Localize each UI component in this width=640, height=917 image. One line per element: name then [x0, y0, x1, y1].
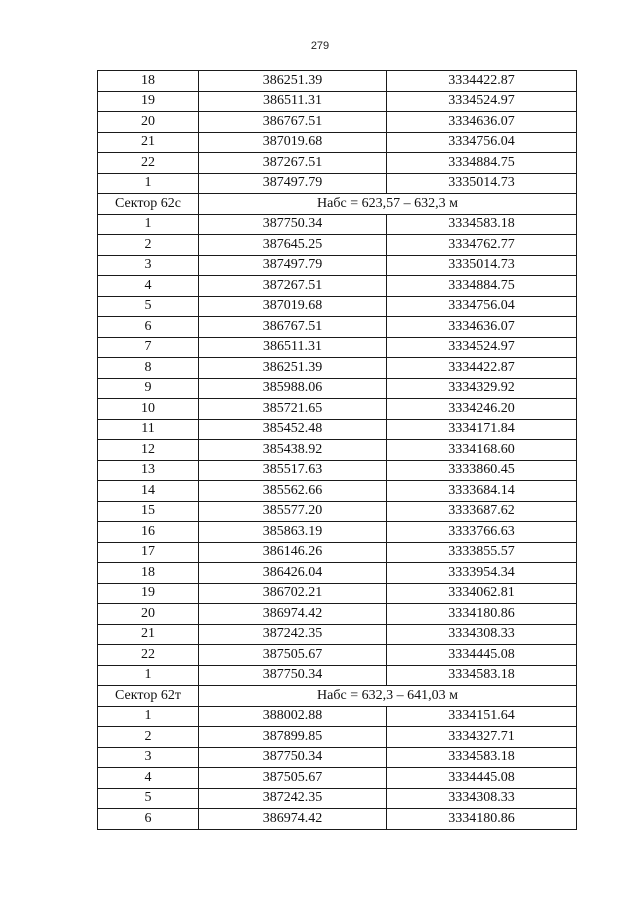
point-number: 19 [98, 91, 199, 112]
coordinate-x: 388002.88 [199, 706, 387, 727]
table-row [98, 296, 577, 317]
point-number: 22 [98, 153, 199, 174]
coordinate-y: 3334246.20 [387, 399, 577, 420]
point-number: 17 [98, 542, 199, 563]
point-number: 5 [98, 788, 199, 809]
coordinate-y: 3334171.84 [387, 419, 577, 440]
point-number: 18 [98, 71, 199, 92]
point-number: 21 [98, 624, 199, 645]
section-height-range: Набс = 623,57 – 632,3 м [199, 194, 577, 215]
point-number: 2 [98, 727, 199, 748]
table-row [98, 358, 577, 379]
point-number: 18 [98, 563, 199, 584]
coordinate-x: 385863.19 [199, 522, 387, 543]
coordinate-y: 3334445.08 [387, 645, 577, 666]
table-row [98, 132, 577, 153]
section-name: Сектор 62с [98, 194, 199, 215]
point-number: 1 [98, 665, 199, 686]
coordinate-x: 386974.42 [199, 809, 387, 830]
point-number: 4 [98, 276, 199, 297]
table-row [98, 563, 577, 584]
point-number: 6 [98, 809, 199, 830]
coordinate-y: 3334524.97 [387, 91, 577, 112]
point-number: 3 [98, 255, 199, 276]
coordinate-x: 385452.48 [199, 419, 387, 440]
coordinate-x: 385577.20 [199, 501, 387, 522]
point-number: 4 [98, 768, 199, 789]
point-number: 7 [98, 337, 199, 358]
point-number: 1 [98, 214, 199, 235]
table-row [98, 522, 577, 543]
coordinate-y: 3334524.97 [387, 337, 577, 358]
coordinate-y: 3334445.08 [387, 768, 577, 789]
coordinate-x: 386767.51 [199, 317, 387, 338]
coordinate-x: 387899.85 [199, 727, 387, 748]
point-number: 13 [98, 460, 199, 481]
table-row [98, 71, 577, 92]
coordinate-x: 385721.65 [199, 399, 387, 420]
point-number: 1 [98, 706, 199, 727]
coordinate-x: 385562.66 [199, 481, 387, 502]
table-row [98, 112, 577, 133]
point-number: 1 [98, 173, 199, 194]
coordinate-y: 3335014.73 [387, 255, 577, 276]
coordinate-y: 3333855.57 [387, 542, 577, 563]
point-number: 14 [98, 481, 199, 502]
coordinate-x: 386251.39 [199, 71, 387, 92]
point-number: 9 [98, 378, 199, 399]
table-row [98, 255, 577, 276]
table-row [98, 235, 577, 256]
coordinate-x: 387505.67 [199, 645, 387, 666]
table-row [98, 665, 577, 686]
coordinate-y: 3334180.86 [387, 809, 577, 830]
table-row [98, 276, 577, 297]
table-row [98, 173, 577, 194]
coordinate-y: 3334884.75 [387, 153, 577, 174]
table-row [98, 378, 577, 399]
coordinate-y: 3334756.04 [387, 296, 577, 317]
coordinate-y: 3334308.33 [387, 788, 577, 809]
point-number: 16 [98, 522, 199, 543]
coordinate-y: 3333860.45 [387, 460, 577, 481]
coordinate-y: 3334762.77 [387, 235, 577, 256]
point-number: 15 [98, 501, 199, 522]
coordinate-x: 387750.34 [199, 747, 387, 768]
coordinate-y: 3334583.18 [387, 665, 577, 686]
table-row [98, 706, 577, 727]
table-row [98, 747, 577, 768]
coordinate-x: 386702.21 [199, 583, 387, 604]
table-row [98, 788, 577, 809]
coordinate-y: 3334583.18 [387, 214, 577, 235]
coordinate-x: 386146.26 [199, 542, 387, 563]
table-row [98, 727, 577, 748]
coordinate-y: 3333687.62 [387, 501, 577, 522]
coordinate-x: 387505.67 [199, 768, 387, 789]
point-number: 3 [98, 747, 199, 768]
coordinate-x: 386251.39 [199, 358, 387, 379]
coordinate-x: 387750.34 [199, 665, 387, 686]
section-name: Сектор 62т [98, 686, 199, 707]
coordinate-x: 385517.63 [199, 460, 387, 481]
coordinate-y: 3334583.18 [387, 747, 577, 768]
coordinate-y: 3334422.87 [387, 71, 577, 92]
coordinate-x: 387242.35 [199, 624, 387, 645]
table-row [98, 317, 577, 338]
coordinate-x: 385438.92 [199, 440, 387, 461]
point-number: 5 [98, 296, 199, 317]
point-number: 8 [98, 358, 199, 379]
coordinate-y: 3334168.60 [387, 440, 577, 461]
section-header-row [98, 194, 577, 215]
coordinate-y: 3334636.07 [387, 317, 577, 338]
table-row [98, 624, 577, 645]
coordinate-x: 387750.34 [199, 214, 387, 235]
coordinate-x: 387497.79 [199, 255, 387, 276]
coordinate-y: 3334308.33 [387, 624, 577, 645]
coordinates-table-body [98, 71, 577, 830]
table-row [98, 440, 577, 461]
table-row [98, 583, 577, 604]
coordinate-y: 3334151.64 [387, 706, 577, 727]
coordinate-y: 3334180.86 [387, 604, 577, 625]
table-row [98, 645, 577, 666]
coordinate-x: 387019.68 [199, 132, 387, 153]
section-height-range: Набс = 632,3 – 641,03 м [199, 686, 577, 707]
table-row [98, 214, 577, 235]
coordinate-y: 3334422.87 [387, 358, 577, 379]
page-number: 279 [310, 40, 330, 52]
coordinate-y: 3334884.75 [387, 276, 577, 297]
table-row [98, 419, 577, 440]
coordinate-y: 3334329.92 [387, 378, 577, 399]
point-number: 21 [98, 132, 199, 153]
table-row [98, 542, 577, 563]
coordinate-x: 386426.04 [199, 563, 387, 584]
coordinate-x: 387267.51 [199, 276, 387, 297]
point-number: 6 [98, 317, 199, 338]
coordinate-x: 385988.06 [199, 378, 387, 399]
coordinate-y: 3334636.07 [387, 112, 577, 133]
table-row [98, 399, 577, 420]
coordinate-y: 3333684.14 [387, 481, 577, 502]
coordinate-y: 3335014.73 [387, 173, 577, 194]
point-number: 11 [98, 419, 199, 440]
point-number: 2 [98, 235, 199, 256]
coordinate-x: 387645.25 [199, 235, 387, 256]
coordinate-y: 3333766.63 [387, 522, 577, 543]
coordinate-y: 3334756.04 [387, 132, 577, 153]
point-number: 10 [98, 399, 199, 420]
point-number: 22 [98, 645, 199, 666]
coordinate-x: 386767.51 [199, 112, 387, 133]
point-number: 12 [98, 440, 199, 461]
point-number: 20 [98, 604, 199, 625]
coordinate-x: 386511.31 [199, 91, 387, 112]
table-row [98, 91, 577, 112]
table-row [98, 460, 577, 481]
table-row [98, 768, 577, 789]
coordinate-x: 387267.51 [199, 153, 387, 174]
coordinate-y: 3334062.81 [387, 583, 577, 604]
table-row [98, 809, 577, 830]
point-number: 20 [98, 112, 199, 133]
table-row [98, 153, 577, 174]
coordinate-x: 386511.31 [199, 337, 387, 358]
table-row [98, 481, 577, 502]
coordinate-x: 387242.35 [199, 788, 387, 809]
point-number: 19 [98, 583, 199, 604]
coordinate-y: 3333954.34 [387, 563, 577, 584]
table-row [98, 604, 577, 625]
coordinates-table [97, 70, 577, 830]
coordinate-x: 387019.68 [199, 296, 387, 317]
coordinate-x: 387497.79 [199, 173, 387, 194]
table-row [98, 501, 577, 522]
coordinate-x: 386974.42 [199, 604, 387, 625]
coordinate-y: 3334327.71 [387, 727, 577, 748]
section-header-row [98, 686, 577, 707]
table-row [98, 337, 577, 358]
